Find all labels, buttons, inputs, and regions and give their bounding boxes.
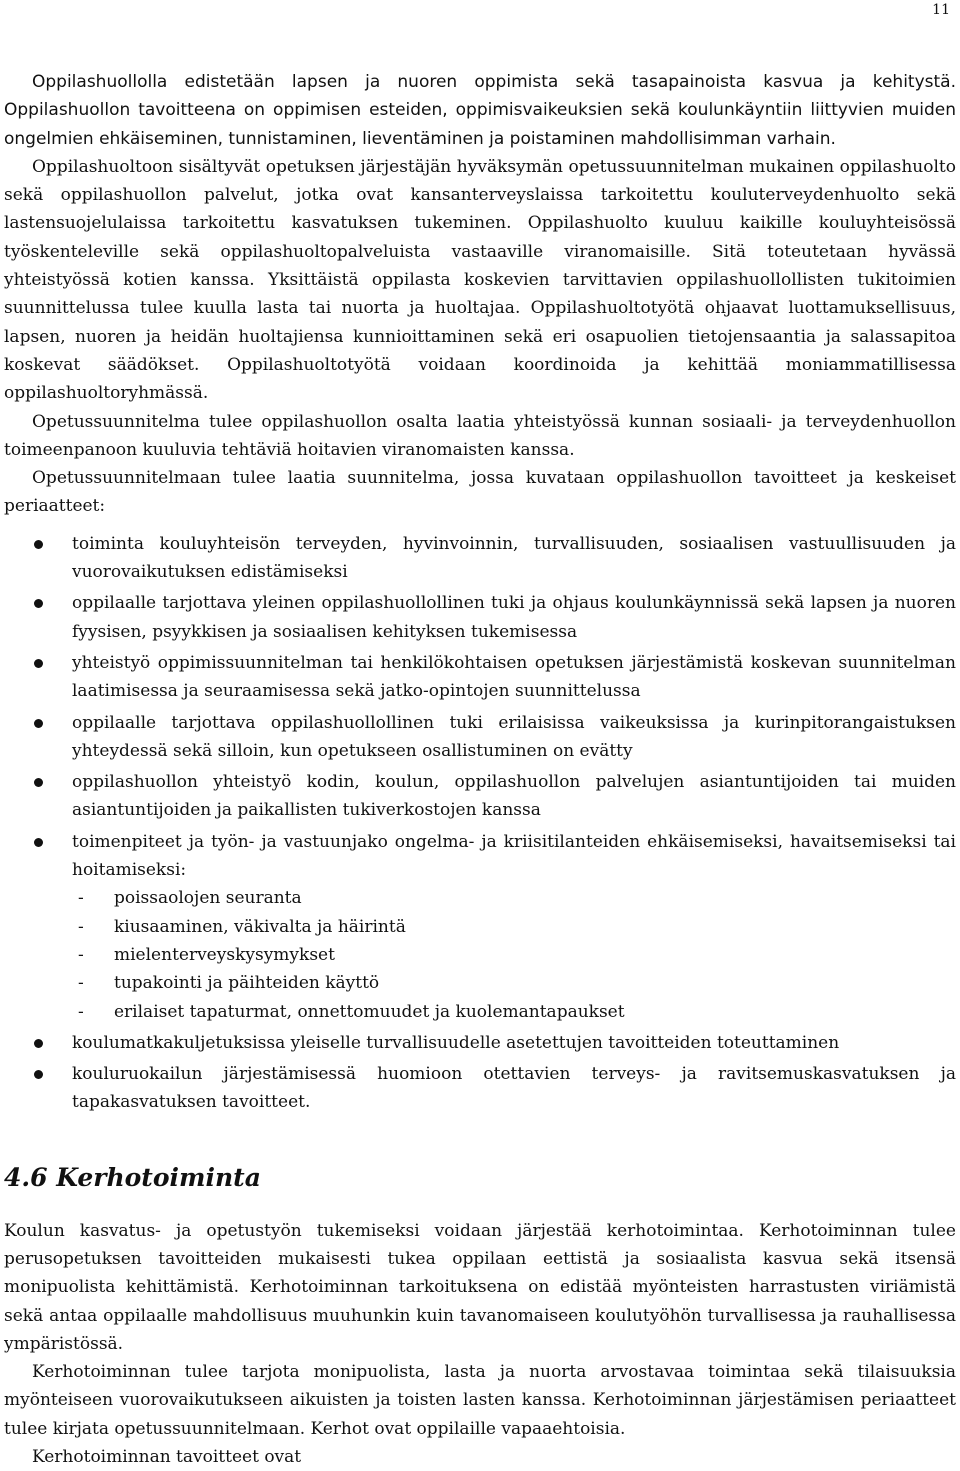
sub-list-item: - erilaiset tapaturmat, onnettomuudet ja kuolemantapaukset xyxy=(72,998,956,1026)
club-paragraph: Koulun kasvatus- ja opetustyön tukemiseksi voidaan järjestää kerhotoimintaa. Kerhotoiminnan tulee perusopetuksen tavoitteiden mukaisesti tukea oppilaan eettistä ja sosiaalista kasvua sekä itsensä monipuolista kehittämistä. Kerhotoiminnan tarkoituksena on edistää myönteisten harrastusten viriämistä sekä antaa oppilaalle mahdollisuus muuhunkin kuin tavanomaiseen koulutyöhön turvallisessa ja rauhallisessa ympäristössä. xyxy=(4,1220,956,1354)
list-item: oppilaalle tarjottava oppilashuollollinen tuki erilaisissa vaikeuksissa ja kurinpitorangaistuksen yhteydessä sekä silloin, kun opetukseen osallistuminen on evätty xyxy=(4,709,956,766)
dash-icon: - xyxy=(78,1001,84,1022)
club-offer-paragraph: Kerhotoiminnan tulee tarjota monipuolista, lasta ja nuorta arvostavaa toimintaa sekä tilaisuuksia myönteiseen vuorovaikutukseen aikuisten ja toisten lasten kanssa. Kerhotoiminnan järjestämisen periaatteet tulee kirjata opetussuunnitelmaan. Kerhot ovat oppilaille vapaaehtoisia. xyxy=(4,1362,956,1439)
list-item: oppilaalle tarjottava yleinen oppilashuollollinen tuki ja ohjaus koulunkäynnissä sekä lapsen ja nuoren fyysisen, psyykkisen ja sosiaalisen kehityksen tukemisessa xyxy=(4,589,956,646)
bullet-icon xyxy=(34,778,43,787)
bullet-icon xyxy=(34,719,43,728)
list-item: toiminta kouluyhteisön terveyden, hyvinvoinnin, turvallisuuden, sosiaalisen vastuullisuuden ja vuorovaikutuksen edistämiseksi xyxy=(4,530,956,587)
crisis-sublist xyxy=(72,884,956,1025)
section-heading: 4.6 Kerhotoiminta xyxy=(4,1162,261,1192)
principles-list xyxy=(4,530,956,1117)
main-content xyxy=(4,68,956,1471)
club-goals-lead: Kerhotoiminnan tavoitteet ovat xyxy=(32,1447,302,1468)
sub-list-item: - mielenterveyskysymykset xyxy=(72,941,956,969)
dash-icon: - xyxy=(78,944,84,965)
page-number: 11 xyxy=(932,2,950,18)
dash-icon: - xyxy=(78,973,84,994)
list-item: yhteistyö oppimissuunnitelman tai henkilökohtaisen opetuksen järjestämistä koskevan suunnitelman laatimisessa ja seuraamisessa sekä jatko-opintojen suunnittelussa xyxy=(4,649,956,706)
dash-icon: - xyxy=(78,888,84,909)
list-item: toimenpiteet ja työn- ja vastuunjako ongelma- ja kriisitilanteiden ehkäisemiseksi, havaitsemiseksi tai hoitamiseksi: - poissaolojen seuranta - kiusaaminen, väkivalta ja häirintä - mielenterveyskysymykset - tupakointi ja päihteiden käyttö - erilaiset tapaturmat, onnettomuudet ja kuolemantapaukset xyxy=(4,828,956,1026)
bullet-icon xyxy=(34,1039,43,1048)
sub-list-item: - tupakointi ja päihteiden käyttö xyxy=(72,969,956,997)
oppilashuolto-paragraph: Oppilashuoltoon sisältyvät opetuksen järjestäjän hyväksymän opetussuunnitelman mukainen oppilashuolto sekä oppilashuollon palvelut, jotka ovat kansanterveyslaissa tarkoitettu kouluterveydenhuolto sekä lastensuojelulaissa tarkoitettu kasvatuksen tukeminen. Oppilashuolto kuuluu kaikille kouluyhteisössä työskenteleville sekä oppilashuoltopalveluista vastaaville viranomaisille. Sitä toteutetaan hyvässä yhteistyössä kotien kanssa. Yksittäistä oppilasta koskevien tarvittavien oppilashuollollisten tukitoimien suunnittelussa tulee kuulla lasta tai nuorta ja huoltajaa. Oppilashuoltotyötä ohjaavat luottamuksellisuus, lapsen, nuoren ja heidän huoltajiensa kunnioittaminen sekä eri osapuolien tietojensaantia ja salassapitoa koskevat säädökset. Oppilashuoltotyötä voidaan koordinoida ja kehittää moniammatillisessa oppilashuoltoryhmässä. xyxy=(4,156,956,404)
bullet-icon xyxy=(34,599,43,608)
sub-list-item: - poissaolojen seuranta xyxy=(72,884,956,912)
dash-icon: - xyxy=(78,916,84,937)
bullet-icon xyxy=(34,540,43,549)
bullet-icon xyxy=(34,838,43,847)
list-item: oppilashuollon yhteistyö kodin, koulun, oppilashuollon palvelujen asiantuntijoiden tai muiden asiantuntijoiden ja paikallisten tukiverkostojen kanssa xyxy=(4,768,956,825)
intro-paragraph: Oppilashuollolla edistetään lapsen ja nuoren oppimista sekä tasapainoista kasvua ja kehitystä. Oppilashuollon tavoitteena on oppimisen esteiden, oppimisvaikeuksien sekä koulunkäyntiin liittyvien muiden ongelmien ehkäiseminen, tunnistaminen, lieventäminen ja poistaminen mahdollisimman varhain. xyxy=(4,72,956,149)
list-item: kouluruokailun järjestämisessä huomioon otettavien terveys- ja ravitsemuskasvatuksen ja tapakasvatuksen tavoitteet. xyxy=(4,1060,956,1117)
bullet-icon xyxy=(34,1070,43,1079)
list-item: koulumatkakuljetuksissa yleiselle turvallisuudelle asetettujen tavoitteiden toteuttaminen xyxy=(4,1029,956,1057)
curriculum-paragraph: Opetussuunnitelma tulee oppilashuollon osalta laatia yhteistyössä kunnan sosiaali- ja terveydenhuollon toimeenpanoon kuuluvia tehtäviä hoitavien viranomaisten kanssa. xyxy=(4,411,956,460)
sub-list-item: - kiusaaminen, väkivalta ja häirintä xyxy=(72,913,956,941)
principles-intro-paragraph: Opetussuunnitelmaan tulee laatia suunnitelma, jossa kuvataan oppilashuollon tavoitteet ja keskeiset periaatteet: xyxy=(4,468,956,517)
bullet-icon xyxy=(34,659,43,668)
